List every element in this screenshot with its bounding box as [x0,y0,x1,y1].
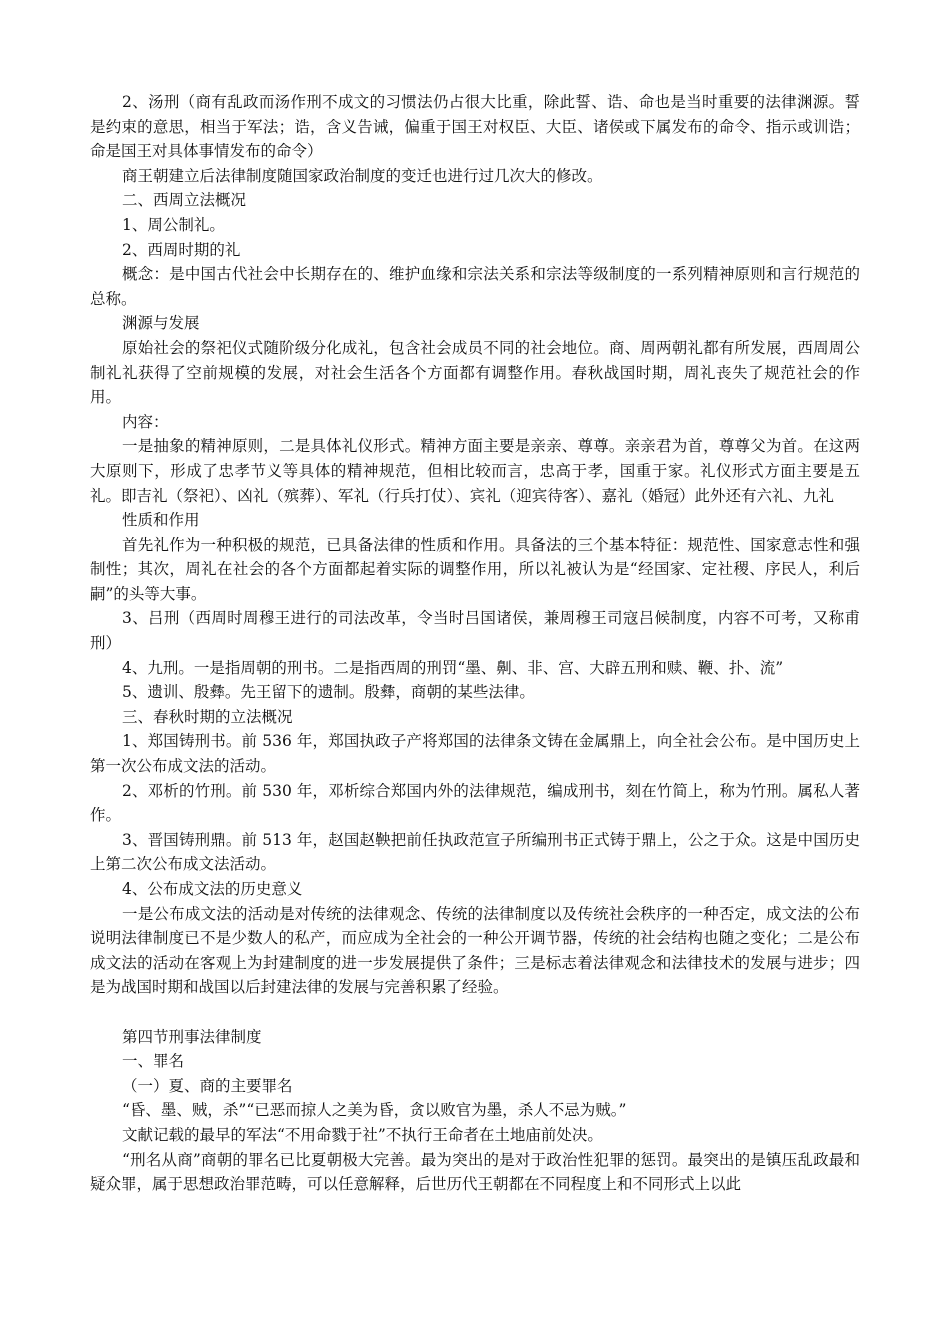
item-jiu-xing: 4、九刑。一是指周朝的刑书。二是指西周的刑罚“墨、劓、非、宫、大辟五刑和赎、鞭、扑、流” [122,658,784,677]
subheading-origin-development: 渊源与发展 [122,314,200,333]
heading-western-zhou-legislation: 二、西周立法概况 [122,191,247,210]
item-jin-xingding: 3、晋国铸刑鼎。前 513 年，赵国赵鞅把前任执政范宣子所编刑书正式铸于鼎上，公之于众。这是中国历史上第二次公布成文法活动。 [90,830,860,874]
subheading-xia-shang-crimes: （一）夏、商的主要罪名 [122,1076,293,1095]
item-zhougong-rites: 1、周公制礼。 [122,215,225,234]
document-page [90,90,860,1197]
paragraph-content: 一是抽象的精神原则，二是具体礼仪形式。精神方面主要是亲亲、尊尊。亲亲君为首，尊尊父为首。在这两大原则下，形成了忠孝节义等具体的精神规范，但相比较而言，忠高于孝，国重于家。礼仪形式方面主要是五礼。即吉礼（祭祀）、凶礼（殡葬）、军礼（行兵打仗）、宾礼（迎宾待客）、嘉礼（婚冠）此外还有六礼、九礼 [90,437,860,505]
heading-crime-names: 一、罪名 [122,1052,185,1071]
paragraph-tang-xing: 2、汤刑（商有乱政而汤作刑不成文的习惯法仍占很大比重，除此誓、诰、命也是当时重要的法律渊源。誓是约束的意思，相当于军法；诰，含义告诫，偏重于国王对权臣、大臣、诸侯或下属发布的命令、指示或训诰；命是国王对具体事情发布的命令） [90,93,860,161]
item-western-zhou-rites: 2、西周时期的礼 [122,240,241,259]
section-gap [90,1000,860,1025]
paragraph-origin-development: 原始社会的祭祀仪式随阶级分化成礼，包含社会成员不同的社会地位。商、周两朝礼都有所发展，西周周公制礼礼获得了空前规模的发展，对社会生活各个方面都有调整作用。春秋战国时期，周礼丧失了规范社会的作用。 [90,338,860,407]
paragraph-hun-mo-zei: “昏、墨、贼，杀”“已恶而掠人之美为昏，贪以败官为墨，杀人不忌为贼。” [122,1101,627,1120]
item-lu-xing: 3、吕刑（西周时周穆王进行的司法改革，令当时吕国诸侯，兼周穆王司寇吕候制度，内容不可考，又称甫刑） [90,609,860,653]
heading-section-four: 第四节刑事法律制度 [122,1027,262,1046]
paragraph-xingming-congshang: “刑名从商”商朝的罪名已比夏朝极大完善。最为突出的是对于政治性犯罪的惩罚。最突出的是镇压乱政最和疑众罪，属于思想政治罪范畴，可以任意解释，后世历代王朝都在不同程度上和不同形式上以此 [90,1150,860,1194]
item-zheng-xingshu: 1、郑国铸刑书。前 536 年，郑国执政子产将郑国的法律条文铸在金属鼎上，向全社会公布。是中国历史上第一次公布成文法的活动。 [90,732,860,776]
heading-spring-autumn-legislation: 三、春秋时期的立法概况 [122,707,293,726]
item-historical-significance: 4、公布成文法的历史意义 [122,880,303,898]
paragraph-military-law: 文献记载的最早的军法“不用命戮于社”不执行王命者在土地庙前处决。 [122,1125,603,1144]
item-yixun-yinyi: 5、遗训、殷彝。先王留下的遗制。殷彝，商朝的某些法律。 [122,683,535,702]
paragraph-historical-significance: 一是公布成文法的活动是对传统的法律观念、传统的法律制度以及传统社会秩序的一种否定，成文法的公布说明法律制度已不是少数人的私产，而应成为全社会的一种公开调节器，传统的社会结构也随之变化；二是公布成文法的活动在客观上为封建制度的进一步发展提供了条件；三是标志着法律观念和法律技术的发展与进步；四是为战国时期和战国以后封建法律的发展与完善积累了经验。 [90,904,860,997]
subheading-content: 内容： [122,412,169,431]
paragraph-concept: 概念：是中国古代社会中长期存在的、维护血缘和宗法关系和宗法等级制度的一系列精神原则和言行规范的总称。 [90,265,860,308]
paragraph-nature-function: 首先礼作为一种积极的规范，已具备法律的性质和作用。具备法的三个基本特征：规范性、国家意志性和强制性；其次，周礼在社会的各个方面都起着实际的调整作用，所以礼被认为是“经国家、定社稷、序民人，利后嗣”的头等大事。 [90,535,860,603]
paragraph-shang-revisions: 商王朝建立后法律制度随国家政治制度的变迁也进行过几次大的修改。 [122,166,603,185]
item-dengxi-zhuxing: 2、邓析的竹刑。前 530 年，邓析综合郑国内外的法律规范，编成刑书，刻在竹简上，称为竹刑。属私人著作。 [90,781,860,825]
subheading-nature-function: 性质和作用 [122,511,200,530]
